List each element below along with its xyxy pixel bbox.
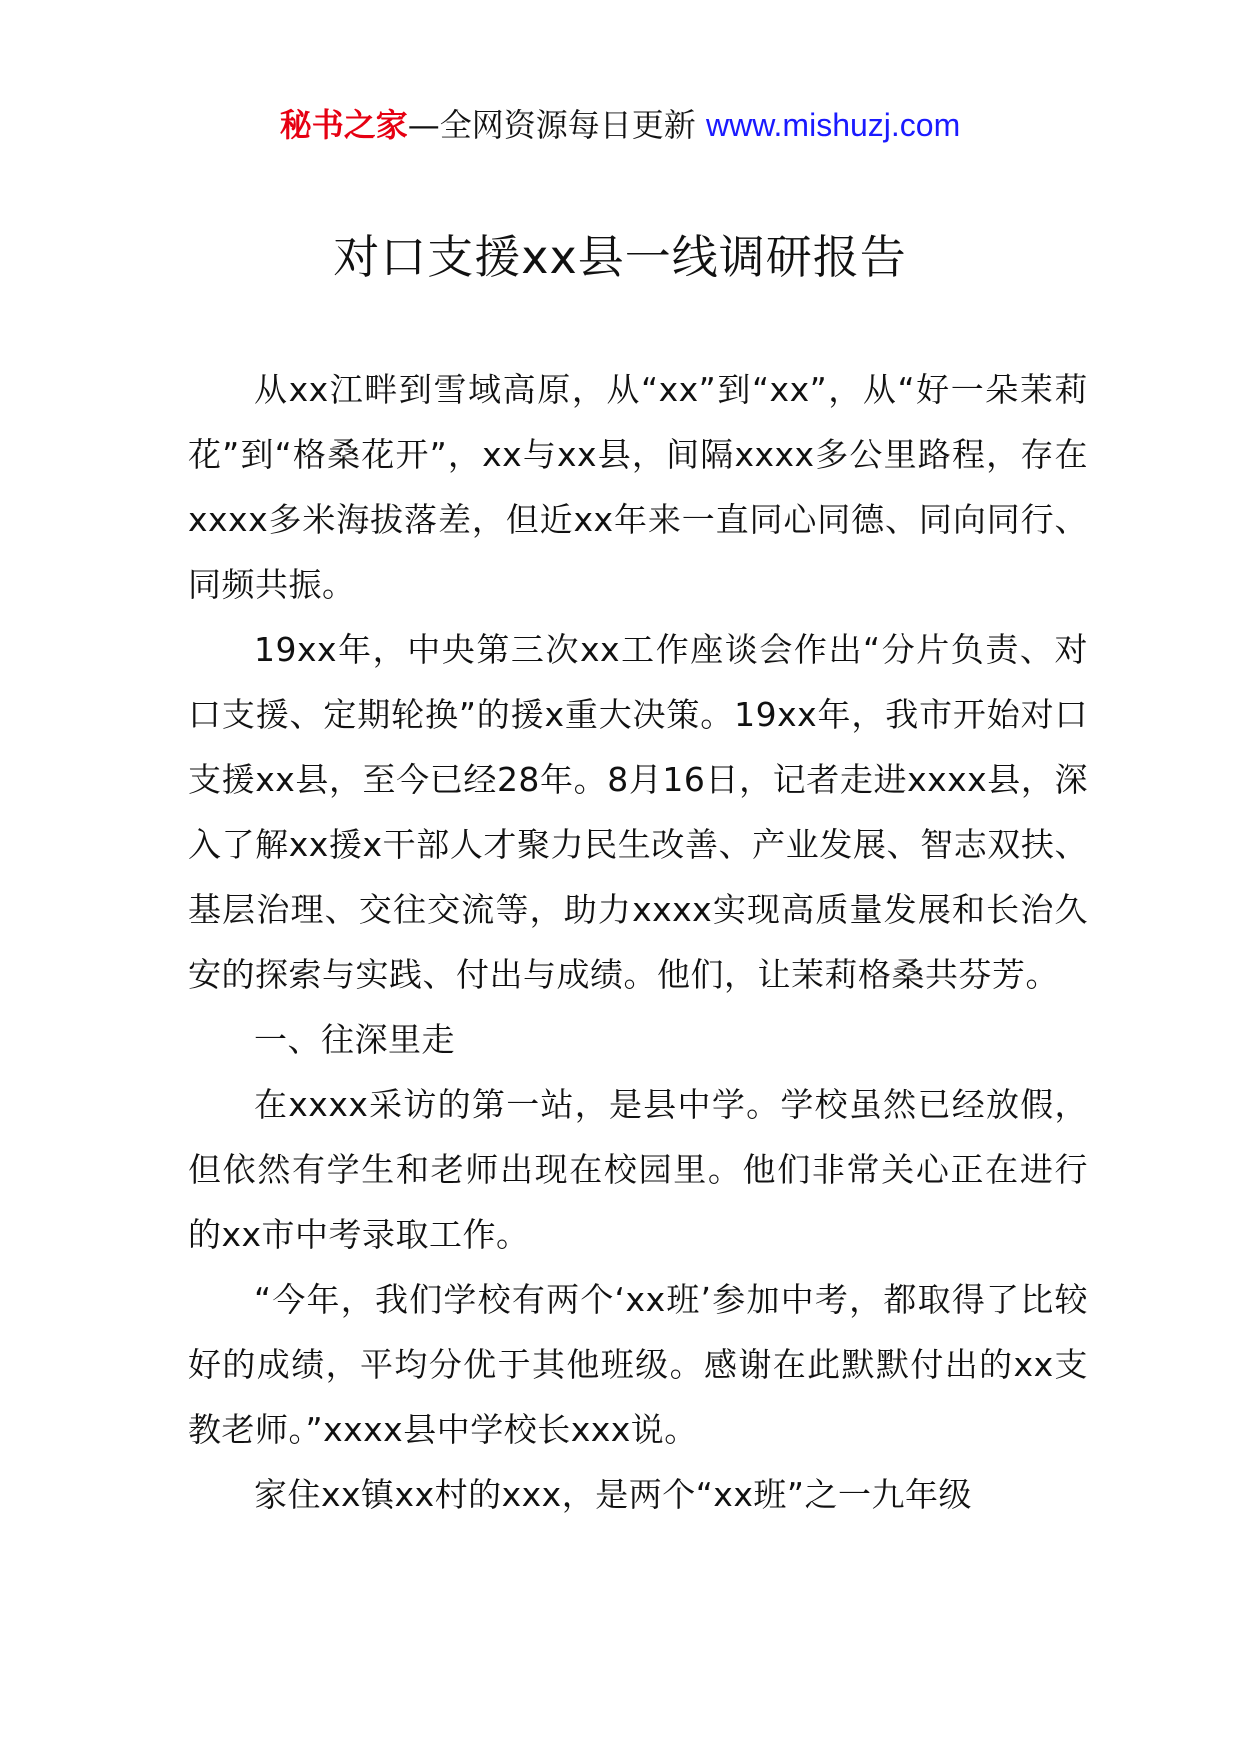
paragraph: 从xx江畔到雪域高原，从“xx”到“xx”，从“好一朵茉莉花”到“格桑花开”，xx与xx县，间隔xxxx多公里路程，存在xxxx多米海拔落差，但近xx年来一直同心同德、同向同行、同频共振。 (188, 370, 1088, 604)
paragraph: 家住xx镇xx村的xxx，是两个“xx班”之一九年级 (254, 1475, 972, 1514)
document-title: 对口支援xx县一线调研报告 (333, 230, 907, 284)
paragraph: 在xxxx采访的第一站，是县中学。学校虽然已经放假，但依然有学生和老师出现在校园里。他们非常关心正在进行的xx市中考录取工作。 (188, 1085, 1088, 1254)
site-url-link[interactable]: www.mishuzj.com (705, 107, 961, 143)
paragraph: “今年，我们学校有两个‘xx班’参加中考，都取得了比较好的成绩，平均分优于其他班级。感谢在此默默付出的xx支教老师。”xxxx县中学校长xxx说。 (188, 1280, 1088, 1449)
document-body (188, 357, 1088, 1527)
paragraph: 19xx年，中央第三次xx工作座谈会作出“分片负责、对口支援、定期轮换”的援x重大决策。19xx年，我市开始对口支援xx县，至今已经28年。8月16日，记者走进xxxx县，深入了解xx援x干部人才聚力民生改善、产业发展、智志双扶、基层治理、交往交流等，助力xxxx实现高质量发展和长治久安的探索与实践、付出与成绩。他们，让茉莉格桑共芬芳。 (188, 630, 1088, 994)
site-brand: 秘书之家 (279, 106, 408, 144)
site-header (0, 98, 1240, 152)
section-heading: 一、往深里走 (254, 1020, 455, 1059)
site-slogan: —全网资源每日更新 (407, 106, 706, 144)
